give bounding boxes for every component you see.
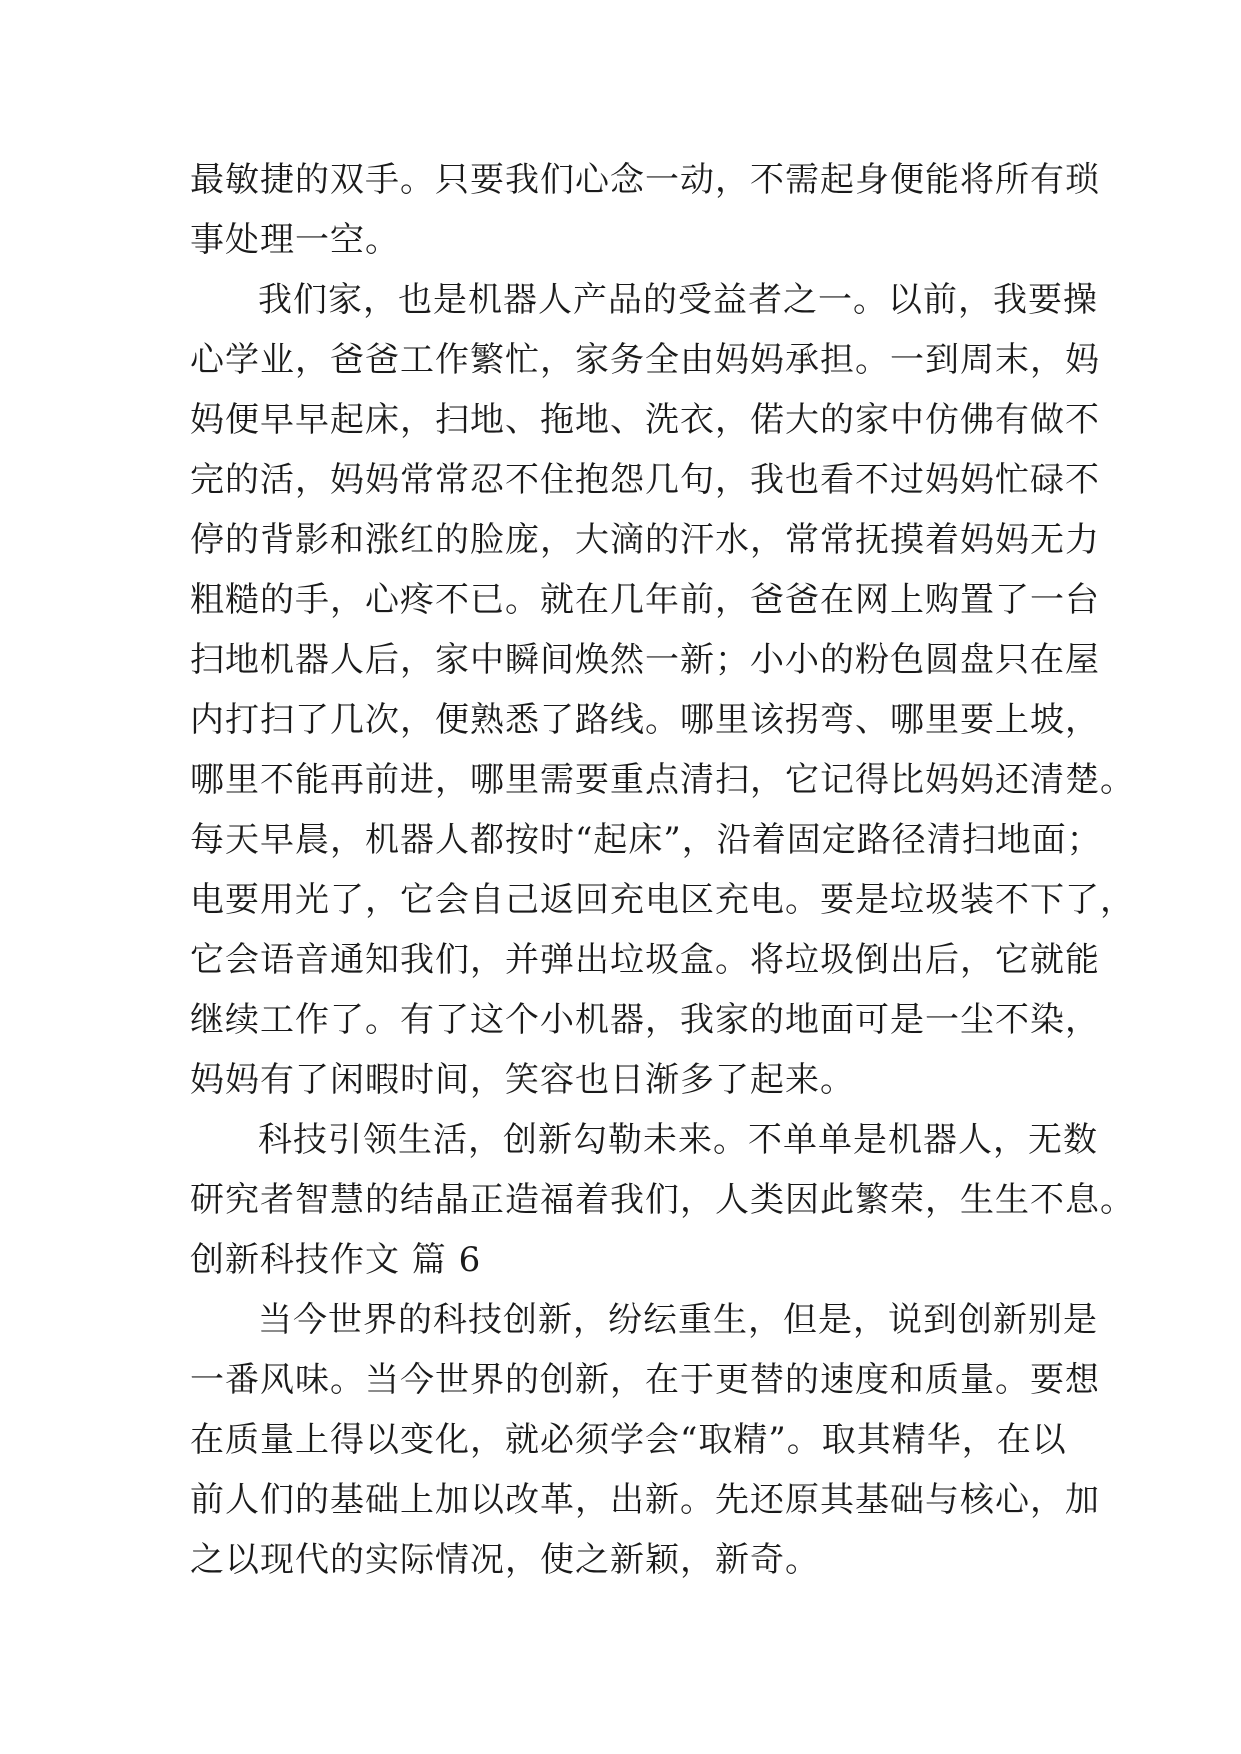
text-line: 之以现代的实际情况，使之新颖，新奇。	[190, 1540, 820, 1580]
text-line: 在质量上得以变化，就必须学会“取精”。取其精华，在以	[190, 1420, 1067, 1460]
text-line: 哪里不能再前进，哪里需要重点清扫，它记得比妈妈还清楚。	[190, 760, 1135, 800]
text-line: 电要用光了，它会自己返回充电区充电。要是垃圾装不下了，	[190, 880, 1135, 920]
text-line: 一番风味。当今世界的创新，在于更替的速度和质量。要想	[190, 1360, 1100, 1400]
text-line: 扫地机器人后，家中瞬间焕然一新；小小的粉色圆盘只在屋	[190, 640, 1100, 680]
text-line: 妈妈有了闲暇时间，笑容也日渐多了起来。	[190, 1060, 855, 1100]
paragraph-first-line: 科技引领生活，创新勾勒未来。不单单是机器人，无数	[258, 1120, 1098, 1160]
text-line: 心学业，爸爸工作繁忙，家务全由妈妈承担。一到周末，妈	[190, 340, 1100, 380]
text-line: 最敏捷的双手。只要我们心念一动，不需起身便能将所有琐	[190, 160, 1100, 200]
text-line: 完的活，妈妈常常忍不住抱怨几句，我也看不过妈妈忙碌不	[190, 460, 1100, 500]
paragraph-first-line: 当今世界的科技创新，纷纭重生，但是，说到创新别是	[258, 1300, 1098, 1340]
text-line: 粗糙的手，心疼不已。就在几年前，爸爸在网上购置了一台	[190, 580, 1100, 620]
text-line: 研究者智慧的结晶正造福着我们，人类因此繁荣，生生不息。	[190, 1180, 1135, 1220]
text-line: 妈便早早起床，扫地、拖地、洗衣，偌大的家中仿佛有做不	[190, 400, 1100, 440]
text-line: 每天早晨，机器人都按时“起床”，沿着固定路径清扫地面；	[190, 820, 1102, 860]
text-line: 停的背影和涨红的脸庞，大滴的汗水，常常抚摸着妈妈无力	[190, 520, 1100, 560]
section-heading: 创新科技作文 篇 6	[190, 1240, 482, 1280]
text-line: 继续工作了。有了这个小机器，我家的地面可是一尘不染，	[190, 1000, 1100, 1040]
text-line: 它会语音通知我们，并弹出垃圾盒。将垃圾倒出后，它就能	[190, 940, 1100, 980]
text-line: 内打扫了几次，便熟悉了路线。哪里该拐弯、哪里要上坡，	[190, 700, 1100, 740]
text-line: 事处理一空。	[190, 220, 400, 260]
text-line: 前人们的基础上加以改革，出新。先还原其基础与核心，加	[190, 1480, 1100, 1520]
paragraph-first-line: 我们家，也是机器人产品的受益者之一。以前，我要操	[258, 280, 1098, 320]
